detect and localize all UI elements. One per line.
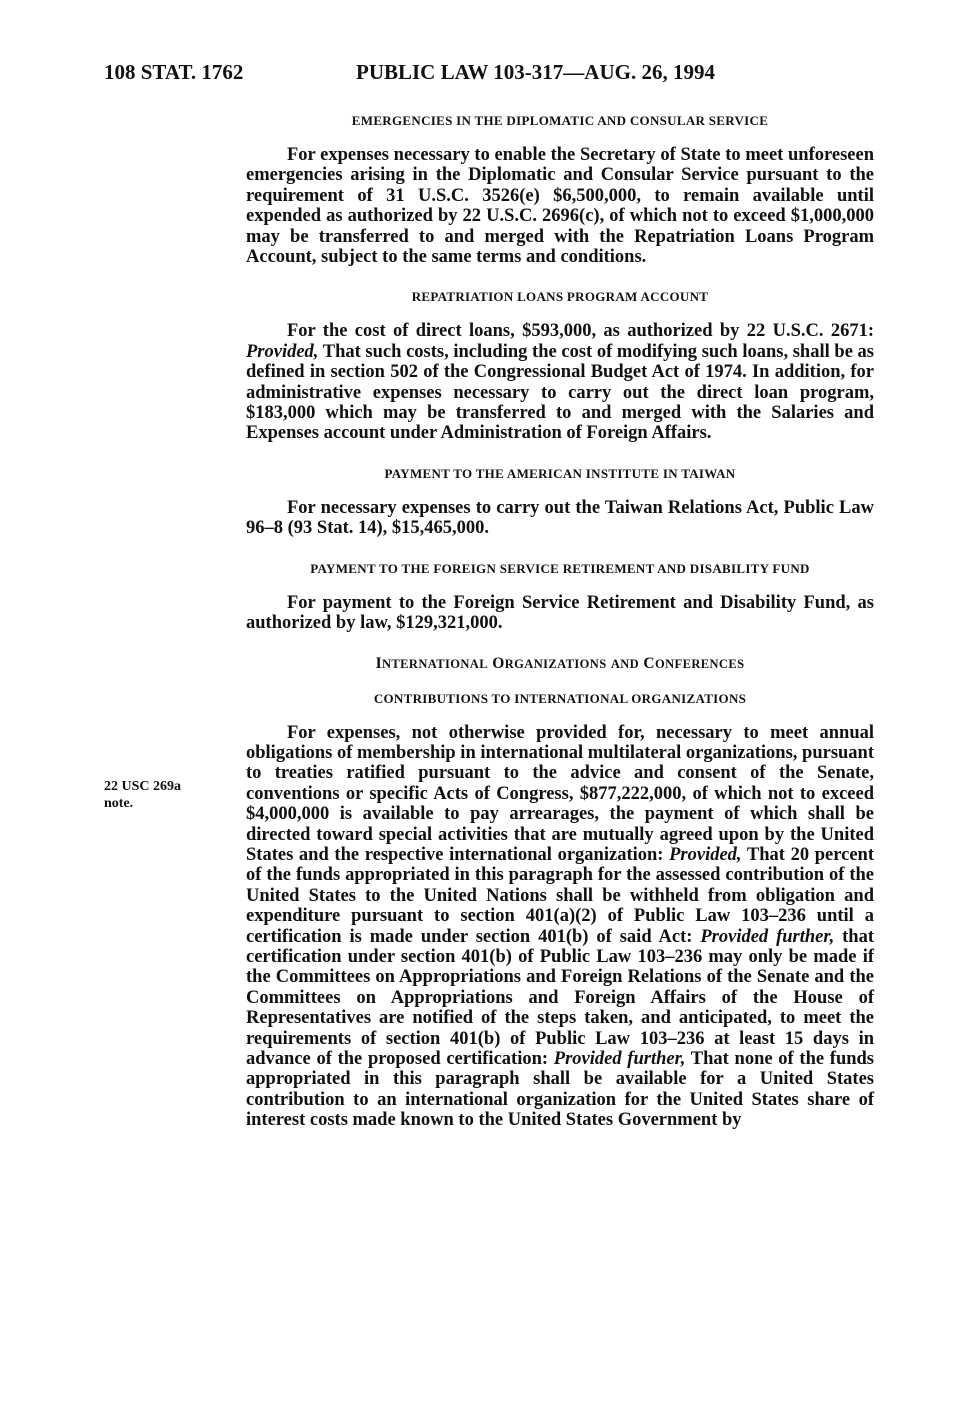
italic-proviso: Provided further, [700, 926, 835, 947]
initial: O [492, 654, 505, 672]
margin-note-citation: 22 USC 269a [104, 779, 182, 794]
major-heading [246, 655, 874, 673]
text-run: That such costs, including the cost of modifying such loans, shall be as defined in section 502 of the Congressional Budget Act of 1974. In addition, for administrative expenses necessary to carry out the direct loan program, $183,000 which may be transferred to and merged with the Salaries and Expenses account under Administration of Foreign Affairs. [246, 341, 874, 444]
section-heading-contributions: CONTRIBUTIONS TO INTERNATIONAL ORGANIZATIONS [373, 690, 747, 706]
text-run: For the cost of direct loans, $593,000, as authorized by 22 U.S.C. 2671: [287, 321, 874, 342]
section-heading-retirement-fund: PAYMENT TO THE FOREIGN SERVICE RETIREMENT AND DISABILITY FUND [310, 560, 810, 576]
initial: C [643, 654, 655, 672]
small-caps: AND [610, 656, 640, 671]
text-run: That none of the funds appropriated in this paragraph shall be available for a United States contribution to an international organization for the United States share of interest costs made known to the United States Government by [246, 1049, 875, 1131]
paragraph-emergencies: For expenses necessary to enable the Secretary of State to meet unforeseen emergencies arising in the Diplomatic and Consular Service pursuant to the requirement of 31 U.S.C. 3526(e) $6,500,000, to remain available until expended as authorized by 22 U.S.C. 2696(c), of which not to exceed $1,000,000 may be transferred to and merged with the Repatriation Loans Program Account, subject to the same terms and conditions. [246, 145, 874, 268]
paragraph-taiwan: For necessary expenses to carry out the Taiwan Relations Act, Public Law 96–8 (93 Stat. 14), $15,465,000. [246, 497, 874, 539]
section-heading-taiwan: PAYMENT TO THE AMERICAN INSTITUTE IN TAIWAN [384, 465, 736, 481]
paragraph-repatriation [246, 321, 874, 443]
page-number: 108 STAT. 1762 [104, 60, 244, 84]
italic-proviso: Provided, [669, 844, 742, 865]
section-heading-repatriation: REPATRIATION LOANS PROGRAM ACCOUNT [411, 289, 709, 305]
small-caps: ONFERENCES [655, 656, 745, 671]
page-header [104, 60, 874, 90]
small-caps: NTERNATIONAL [382, 656, 488, 671]
small-caps: RGANIZATIONS [504, 656, 607, 671]
law-title: PUBLIC LAW 103-317—AUG. 26, 1994 [356, 60, 715, 84]
section-heading-emergencies: EMERGENCIES IN THE DIPLOMATIC AND CONSULAR SERVICE [351, 113, 769, 128]
text-run: For expenses, not otherwise provided for, necessary to meet annual obligations of membership in international multilateral organizations, pursuant to treaties ratified pursuant to the advice and consent of the Senate, conventions or specific Acts of Congress, $877,222,000, of which not to exceed $4,000,000 is available to pay arrearages, the payment of which shall be directed toward special activities that are mutually agreed upon by the United States and the respective international organization: [246, 722, 875, 865]
text-run: That 20 percent of the funds appropriated in this paragraph for the assessed contribution of the United States to the United Nations shall be withheld from obligation and expenditure pursuant to section 401(a)(2) of Public Law 103–236 until a certification is made under section 401(b) of said Act: [246, 844, 874, 947]
margin-note [104, 778, 181, 812]
paragraph-contributions [246, 723, 874, 1131]
italic-proviso: Provided, [246, 341, 319, 362]
document-body [246, 112, 874, 1152]
italic-proviso: Provided further, [553, 1049, 686, 1069]
initial: I [375, 654, 382, 672]
paragraph-retirement-fund: For payment to the Foreign Service Retirement and Disability Fund, as authorized by law, $129,321,000. [246, 592, 874, 634]
margin-note-suffix: note. [104, 796, 134, 811]
text-run: that certification under section 401(b) of Public Law 103–236 may only be made if the Committees on Appropriations and Foreign Relations of the Senate and the Committees on Appropriations and Foreign Affairs of the House of Representatives are notified of the steps taken, and anticipated, to meet the requirements of section 401(b) of Public Law 103–236 at least 15 days in advance of the proposed certification: [246, 926, 874, 1069]
